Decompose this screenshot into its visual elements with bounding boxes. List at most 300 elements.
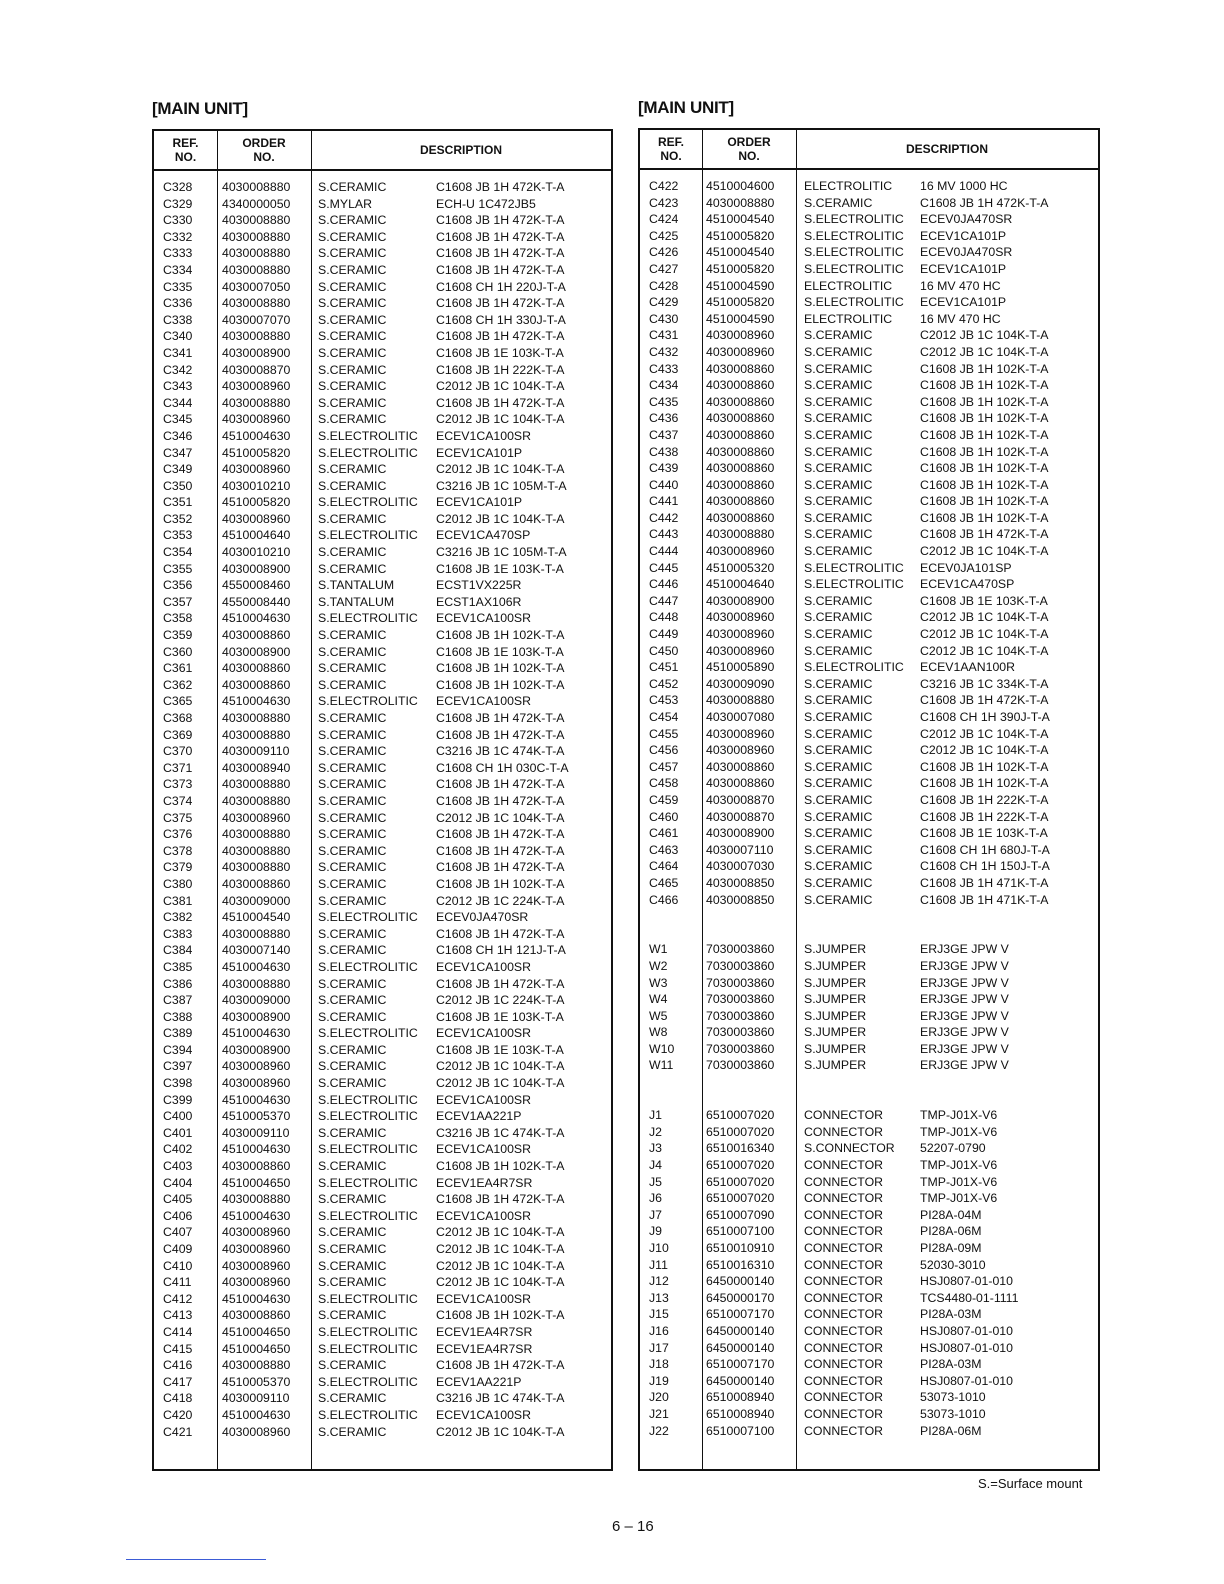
ref-no: C354: [163, 545, 193, 560]
part-spec: C2012 JB 1C 104K-T-A: [436, 1275, 565, 1290]
table-row: [154, 1274, 611, 1291]
part-type: CONNECTOR: [804, 1357, 884, 1372]
part-spec: C2012 JB 1C 104K-T-A: [436, 1242, 565, 1256]
header-text: NO.: [174, 150, 197, 164]
table-row: [154, 1307, 611, 1324]
ref-no: C350: [163, 478, 193, 493]
ref-no: C429: [649, 295, 679, 310]
ref-no: C352: [163, 511, 193, 526]
part-type: S.CERAMIC: [318, 1009, 387, 1024]
part-spec: C1608 JB 1H 472K-T-A: [436, 727, 565, 742]
part-type: S.CERAMIC: [318, 412, 387, 427]
ref-no: J1: [649, 1108, 662, 1123]
table-row: [640, 510, 1098, 527]
table-row: [154, 926, 611, 943]
part-spec: C3216 JB 1C 105M-T-A: [436, 478, 567, 493]
part-spec: TCS4480-01-1111: [920, 1290, 1019, 1305]
order-no-header: [702, 130, 796, 168]
part-type: CONNECTOR: [804, 1224, 884, 1239]
ref-no: C424: [649, 212, 679, 227]
part-spec: ECEV1CA100SR: [436, 694, 532, 709]
ref-no: C439: [649, 461, 679, 476]
part-type: CONNECTOR: [804, 1423, 884, 1438]
table-row: [640, 742, 1098, 759]
ref-no: C415: [163, 1341, 193, 1356]
table-row: [640, 444, 1098, 461]
part-type: S.ELECTROLITIC: [804, 577, 904, 592]
ref-no: C464: [649, 859, 679, 874]
part-type: S.CERAMIC: [318, 1059, 387, 1074]
part-type: S.CERAMIC: [804, 411, 873, 426]
table-row: [154, 1390, 611, 1407]
table-body: [640, 178, 1098, 1439]
part-spec: C1608 CH 1H 330J-T-A: [436, 312, 566, 327]
ref-no: C349: [163, 462, 193, 477]
ref-no: C351: [163, 495, 193, 510]
table-row: [640, 1240, 1098, 1257]
ref-no: C387: [163, 993, 193, 1008]
part-spec: ECEV1EA4R7SR: [436, 1341, 533, 1356]
part-type: S.CERAMIC: [318, 1125, 387, 1140]
order-no: 7030003860: [706, 1041, 775, 1056]
order-no: 4030008850: [706, 875, 775, 890]
part-type: S.CERAMIC: [318, 246, 387, 261]
part-spec: PI28A-09M: [920, 1241, 982, 1255]
part-spec: C2012 JB 1C 104K-T-A: [436, 1225, 565, 1240]
part-type: CONNECTOR: [804, 1124, 884, 1139]
part-spec: C1608 JB 1H 222K-T-A: [920, 792, 1049, 807]
order-no: 4510005820: [222, 445, 291, 460]
order-no: 4030008870: [706, 809, 775, 824]
order-no: 4510004640: [222, 528, 291, 543]
table-row: [154, 760, 611, 777]
ref-no: C394: [163, 1042, 193, 1057]
ref-no: C378: [163, 843, 193, 858]
part-type: S.JUMPER: [804, 942, 867, 957]
order-no: 4510004590: [706, 278, 775, 293]
order-no: 4030009090: [706, 676, 775, 691]
ref-no: C431: [649, 328, 679, 343]
table-row: [154, 312, 611, 329]
part-type: S.CERAMIC: [318, 860, 387, 875]
table-row: [154, 179, 611, 196]
table-row: [640, 1174, 1098, 1191]
table-row: [640, 1323, 1098, 1340]
part-type: CONNECTOR: [804, 1340, 884, 1355]
part-type: S.CERAMIC: [318, 661, 387, 676]
part-type: S.CERAMIC: [804, 627, 873, 642]
part-type: S.CERAMIC: [318, 810, 387, 825]
part-spec: C1608 JB 1H 102K-T-A: [436, 1308, 565, 1323]
table-row: [640, 858, 1098, 875]
part-type: S.CERAMIC: [318, 395, 387, 410]
part-spec: C2012 JB 1C 104K-T-A: [920, 726, 1049, 741]
table-row: [154, 561, 611, 578]
ref-no: J13: [649, 1290, 669, 1305]
order-no: 4030008960: [222, 1242, 291, 1256]
order-no: 4510004640: [706, 577, 775, 592]
table-row: [154, 1241, 611, 1258]
order-no: 4510005320: [706, 560, 775, 575]
right-parts-table: [638, 128, 1100, 1471]
part-spec: ECEV1CA101P: [436, 445, 523, 460]
part-spec: C1608 JB 1H 472K-T-A: [436, 976, 565, 991]
part-type: S.CERAMIC: [318, 677, 387, 692]
part-spec: ECEV1CA470SP: [436, 528, 531, 543]
ref-no: C341: [163, 345, 193, 360]
order-no: 4030008860: [706, 444, 775, 459]
ref-no: C459: [649, 792, 679, 807]
part-type: S.CERAMIC: [804, 676, 873, 691]
ref-no: C343: [163, 379, 193, 394]
order-no: 4030008960: [706, 344, 775, 359]
table-row: [154, 1208, 611, 1225]
ref-no: C334: [163, 262, 193, 277]
part-spec: HSJ0807-01-010: [920, 1274, 1013, 1289]
part-type: S.CERAMIC: [318, 262, 387, 277]
order-no: 4510004630: [222, 694, 291, 709]
ref-no: W8: [649, 1025, 668, 1040]
order-no: 4030008880: [222, 329, 291, 344]
part-spec: ECST1AX106R: [436, 594, 522, 609]
table-row: [640, 460, 1098, 477]
part-spec: C1608 JB 1E 103K-T-A: [436, 561, 564, 576]
table-row: [154, 909, 611, 926]
order-no: 4030008960: [706, 726, 775, 741]
part-spec: ECEV1AAN100R: [920, 660, 1016, 675]
part-type: S.CERAMIC: [318, 362, 387, 377]
part-spec: C1608 JB 1H 102K-T-A: [920, 394, 1049, 409]
ref-no: C346: [163, 428, 193, 443]
ref-no: C428: [649, 278, 679, 293]
ref-no: J3: [649, 1141, 662, 1156]
part-type: S.JUMPER: [804, 958, 867, 973]
table-row: [640, 593, 1098, 610]
part-spec: C1608 JB 1E 103K-T-A: [436, 345, 564, 360]
table-row: [640, 792, 1098, 809]
ref-no: C399: [163, 1092, 193, 1107]
part-type: S.CERAMIC: [804, 693, 873, 708]
table-row: [640, 825, 1098, 842]
order-no: 4030007070: [222, 312, 291, 327]
part-type: CONNECTOR: [804, 1174, 884, 1189]
table-row: [154, 527, 611, 544]
order-no: 4030008960: [222, 1059, 291, 1074]
order-no: 6510007170: [706, 1307, 775, 1322]
part-type: S.CERAMIC: [318, 644, 387, 659]
ref-no: J5: [649, 1174, 662, 1189]
table-row: [154, 478, 611, 495]
part-type: S.CERAMIC: [318, 1391, 387, 1406]
order-no: 7030003860: [706, 1008, 775, 1023]
ref-no: C460: [649, 809, 679, 824]
order-no: 4510004630: [222, 1026, 291, 1041]
ref-no: C409: [163, 1242, 193, 1256]
ref-no: C389: [163, 1026, 193, 1041]
right-section-title: [MAIN UNIT]: [638, 98, 734, 117]
table-row: [154, 843, 611, 860]
table-row: [640, 1406, 1098, 1423]
part-type: S.CERAMIC: [804, 809, 873, 824]
part-type: S.CERAMIC: [318, 1076, 387, 1091]
part-type: S.CERAMIC: [804, 444, 873, 459]
part-spec: C1608 JB 1H 102K-T-A: [920, 494, 1049, 509]
part-type: S.CERAMIC: [318, 993, 387, 1008]
description-header: [796, 130, 1098, 168]
part-type: S.ELECTROLITIC: [318, 910, 418, 925]
part-spec: ECEV1AA221P: [436, 1374, 522, 1389]
part-type: S.CERAMIC: [804, 643, 873, 658]
ref-no: C404: [163, 1175, 193, 1190]
order-no: 4510004590: [706, 311, 775, 326]
part-type: S.ELECTROLITIC: [318, 1291, 418, 1306]
order-no-header: [217, 131, 311, 169]
part-spec: C1608 JB 1H 472K-T-A: [436, 395, 565, 410]
header-text: DESCRIPTION: [419, 143, 502, 157]
table-row: [154, 544, 611, 561]
order-no: 4030008900: [222, 345, 291, 360]
ref-no: J22: [649, 1423, 669, 1438]
table-row: [154, 976, 611, 993]
table-row: [640, 543, 1098, 560]
part-spec: C1608 JB 1H 102K-T-A: [920, 361, 1049, 376]
part-type: S.JUMPER: [804, 1025, 867, 1040]
ref-no: J6: [649, 1191, 662, 1206]
order-no: 4510004630: [222, 1092, 291, 1107]
table-row: [640, 178, 1098, 195]
table-row: [640, 560, 1098, 577]
ref-no: C353: [163, 528, 193, 543]
part-type: S.TANTALUM: [318, 578, 395, 593]
part-type: S.CERAMIC: [318, 827, 387, 842]
ref-no: C381: [163, 893, 193, 908]
order-no: 4030008960: [222, 412, 291, 427]
ref-no: J4: [649, 1158, 662, 1173]
table-row: [154, 1341, 611, 1358]
part-spec: ERJ3GE JPW V: [920, 958, 1009, 973]
order-no: 4030008960: [222, 1275, 291, 1290]
part-type: S.CERAMIC: [804, 461, 873, 476]
table-row: [154, 859, 611, 876]
part-type: S.CERAMIC: [318, 1424, 387, 1439]
part-spec: ECEV0JA470SR: [920, 212, 1013, 227]
order-no: 4030007050: [222, 279, 291, 294]
part-spec: C2012 JB 1C 104K-T-A: [436, 1076, 565, 1091]
order-no: 4030008880: [706, 527, 775, 542]
part-type: S.CERAMIC: [318, 296, 387, 311]
part-spec: C1608 JB 1H 102K-T-A: [920, 776, 1049, 791]
order-no: 7030003860: [706, 1025, 775, 1040]
order-no: 6510007100: [706, 1224, 775, 1239]
ref-no: C342: [163, 362, 193, 377]
ref-no: C344: [163, 395, 193, 410]
table-row: [640, 1057, 1098, 1074]
order-no: 4030008860: [222, 661, 291, 676]
table-row: [640, 1140, 1098, 1157]
ref-no: C332: [163, 229, 193, 244]
part-spec: 53073-1010: [920, 1406, 986, 1421]
part-type: S.CERAMIC: [318, 843, 387, 858]
part-spec: C2012 JB 1C 104K-T-A: [436, 1059, 565, 1074]
header-text: DESCRIPTION: [905, 142, 988, 156]
part-spec: ECEV0JA470SR: [436, 910, 529, 925]
order-no: 4030008960: [706, 544, 775, 559]
ref-no: C365: [163, 694, 193, 709]
row-spacer: [640, 925, 1098, 942]
part-type: S.CERAMIC: [318, 727, 387, 742]
part-spec: 53073-1010: [920, 1390, 986, 1405]
table-row: [640, 1207, 1098, 1224]
part-spec: C1608 JB 1H 472K-T-A: [436, 213, 565, 228]
part-type: S.CERAMIC: [318, 545, 387, 560]
ref-no: C416: [163, 1358, 193, 1373]
page-number: 6 – 16: [612, 1518, 654, 1535]
table-row: [640, 1041, 1098, 1058]
part-type: ELECTROLITIC: [804, 311, 893, 326]
part-type: S.CERAMIC: [318, 1308, 387, 1323]
ref-no: C418: [163, 1391, 193, 1406]
ref-no: C380: [163, 876, 193, 891]
part-type: S.CERAMIC: [804, 510, 873, 525]
row-spacer: [640, 1091, 1098, 1108]
part-spec: C2012 JB 1C 104K-T-A: [920, 328, 1049, 343]
part-spec: C1608 JB 1H 102K-T-A: [436, 661, 565, 676]
order-no: 7030003860: [706, 1058, 775, 1073]
table-row: [640, 1273, 1098, 1290]
order-no: 4510004540: [222, 910, 291, 925]
table-row: [154, 893, 611, 910]
table-row: [640, 294, 1098, 311]
part-type: S.CERAMIC: [804, 875, 873, 890]
ref-no: J21: [649, 1406, 669, 1421]
header-text: ORDER: [242, 136, 286, 150]
table-row: [640, 261, 1098, 278]
part-type: S.CERAMIC: [804, 427, 873, 442]
part-type: ELECTROLITIC: [804, 278, 893, 293]
table-row: [154, 1324, 611, 1341]
ref-no: C383: [163, 926, 193, 941]
part-type: S.CERAMIC: [318, 976, 387, 991]
part-spec: 16 MV 1000 HC: [920, 179, 1008, 193]
part-type: S.CERAMIC: [318, 1042, 387, 1057]
ref-no: C463: [649, 842, 679, 857]
order-no: 4030008880: [222, 229, 291, 244]
table-row: [154, 660, 611, 677]
ref-no: C371: [163, 760, 193, 775]
order-no: 6510016310: [706, 1257, 775, 1272]
part-spec: C1608 JB 1H 472K-T-A: [920, 195, 1049, 210]
ref-no-header: [640, 130, 702, 168]
left-parts-table: [152, 129, 613, 1471]
part-type: S.ELECTROLITIC: [318, 1109, 418, 1124]
ref-no: C361: [163, 661, 193, 676]
part-spec: C1608 JB 1H 472K-T-A: [436, 777, 565, 792]
part-spec: C1608 JB 1H 472K-T-A: [436, 180, 565, 194]
part-spec: C1608 JB 1H 472K-T-A: [436, 246, 565, 261]
ref-no: C436: [649, 411, 679, 426]
order-no: 4030008860: [706, 510, 775, 525]
table-row: [640, 1356, 1098, 1373]
table-row: [154, 1141, 611, 1158]
part-spec: C1608 JB 1H 102K-T-A: [436, 1159, 565, 1174]
table-row: [154, 411, 611, 428]
part-spec: ECEV1EA4R7SR: [436, 1175, 533, 1190]
ref-no: C359: [163, 628, 193, 643]
part-spec: C2012 JB 1C 104K-T-A: [436, 810, 565, 825]
table-row: [154, 743, 611, 760]
ref-no: C445: [649, 560, 679, 575]
ref-no: C379: [163, 860, 193, 875]
table-body: [154, 179, 611, 1440]
surface-mount-note: S.=Surface mount: [978, 1476, 1083, 1491]
part-type: S.ELECTROLITIC: [804, 228, 904, 243]
part-type: S.CERAMIC: [804, 544, 873, 559]
table-row: [154, 577, 611, 594]
part-spec: C1608 JB 1H 102K-T-A: [920, 510, 1049, 525]
part-spec: PI28A-04M: [920, 1207, 982, 1222]
order-no: 4510004650: [222, 1324, 291, 1339]
table-row: [640, 477, 1098, 494]
part-spec: C1608 JB 1H 102K-T-A: [436, 628, 565, 643]
ref-no: C412: [163, 1291, 193, 1306]
order-no: 4030008860: [706, 394, 775, 409]
order-no: 4030008960: [222, 462, 291, 477]
order-no: 4030008860: [706, 461, 775, 476]
part-spec: PI28A-06M: [920, 1224, 982, 1239]
ref-no: C357: [163, 594, 193, 609]
ref-no: C414: [163, 1324, 193, 1339]
table-row: [640, 609, 1098, 626]
part-spec: HSJ0807-01-010: [920, 1340, 1013, 1355]
ref-no: C449: [649, 627, 679, 642]
part-type: S.CERAMIC: [804, 361, 873, 376]
ref-no: C442: [649, 510, 679, 525]
part-spec: ECEV1CA100SR: [436, 1026, 532, 1041]
part-spec: ECEV1CA100SR: [436, 1208, 532, 1223]
part-spec: C1608 JB 1H 471K-T-A: [920, 892, 1049, 907]
footer-rule: [126, 1559, 266, 1560]
order-no: 4030008960: [706, 610, 775, 625]
part-spec: C1608 CH 1H 390J-T-A: [920, 710, 1050, 724]
part-type: S.CERAMIC: [318, 711, 387, 725]
ref-no: C453: [649, 693, 679, 708]
ref-no: C402: [163, 1142, 193, 1157]
part-spec: C1608 JB 1H 102K-T-A: [920, 759, 1049, 774]
table-row: [640, 410, 1098, 427]
ref-no: C398: [163, 1076, 193, 1091]
order-no: 4030008860: [706, 477, 775, 492]
ref-no: C425: [649, 228, 679, 243]
table-row: [640, 1389, 1098, 1406]
table-row: [154, 1357, 611, 1374]
ref-no: C362: [163, 677, 193, 692]
part-spec: ECEV1CA100SR: [436, 611, 532, 626]
part-type: S.CERAMIC: [318, 279, 387, 294]
ref-no: C328: [163, 180, 193, 194]
table-row: [640, 195, 1098, 212]
part-spec: ECEV1CA470SP: [920, 577, 1015, 592]
part-spec: ECEV1CA101P: [436, 495, 523, 510]
part-spec: C2012 JB 1C 104K-T-A: [920, 544, 1049, 559]
part-type: CONNECTOR: [804, 1373, 884, 1388]
table-row: [154, 494, 611, 511]
table-row: [154, 1125, 611, 1142]
order-no: 4030008880: [222, 246, 291, 261]
order-no: 4510005820: [222, 495, 291, 510]
order-no: 7030003860: [706, 942, 775, 957]
table-row: [154, 644, 611, 661]
order-no: 4030008880: [222, 1358, 291, 1373]
